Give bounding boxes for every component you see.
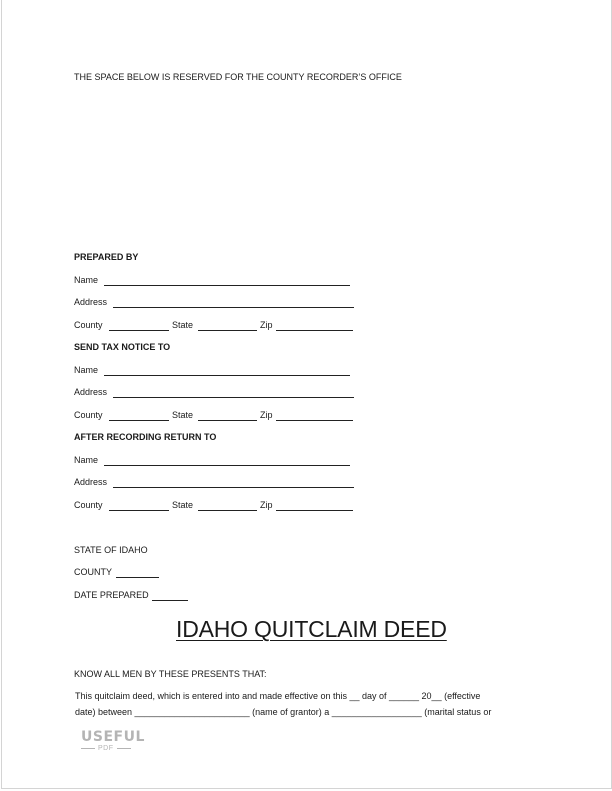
county-field[interactable]: [109, 510, 169, 511]
zip-label: Zip: [260, 410, 273, 420]
section-heading: SEND TAX NOTICE TO: [74, 342, 171, 352]
date-prepared-label: DATE PREPARED: [74, 590, 149, 600]
paragraph-line: date) between _______________________ (name of grantor) a __________________ (marital status or: [75, 707, 492, 717]
date-prepared-field[interactable]: [152, 600, 188, 601]
county-label: COUNTY: [74, 567, 112, 577]
usefulpdf-logo: [81, 729, 145, 756]
address-field[interactable]: [113, 397, 354, 398]
address-label: Address: [74, 297, 108, 307]
county-field[interactable]: [109, 420, 169, 421]
county-label: County: [74, 410, 103, 420]
document-page: [1, 0, 612, 789]
zip-field[interactable]: [276, 420, 353, 421]
paragraph-line: This quitclaim deed, which is entered into and made effective on this __ day of ______ 20__ (effective: [75, 691, 481, 701]
document-title: IDAHO QUITCLAIM DEED: [176, 616, 447, 642]
name-field[interactable]: [104, 285, 350, 286]
state-field[interactable]: [198, 420, 257, 421]
county-field[interactable]: [109, 330, 169, 331]
zip-field[interactable]: [276, 330, 353, 331]
logo-divider: [81, 748, 95, 749]
logo-divider: [117, 748, 131, 749]
state-label: State: [172, 320, 194, 330]
address-label: Address: [74, 387, 108, 397]
zip-label: Zip: [260, 320, 273, 330]
state-field[interactable]: [198, 330, 257, 331]
intro-text: KNOW ALL MEN BY THESE PRESENTS THAT:: [74, 669, 267, 679]
zip-label: Zip: [260, 500, 273, 510]
state-of-idaho: STATE OF IDAHO: [74, 545, 148, 555]
state-label: State: [172, 410, 194, 420]
section-heading: PREPARED BY: [74, 252, 139, 262]
name-field[interactable]: [104, 375, 350, 376]
logo-text: USEFUL: [81, 729, 145, 745]
county-label: County: [74, 500, 103, 510]
address-label: Address: [74, 477, 108, 487]
name-label: Name: [74, 455, 99, 465]
name-label: Name: [74, 275, 99, 285]
recorder-notice: THE SPACE BELOW IS RESERVED FOR THE COUNTY RECORDER’S OFFICE: [74, 72, 402, 82]
address-field[interactable]: [113, 307, 354, 308]
name-label: Name: [74, 365, 99, 375]
logo-subtext: PDF: [98, 745, 114, 752]
county-label: County: [74, 320, 103, 330]
county-field[interactable]: [116, 577, 159, 578]
name-field[interactable]: [104, 465, 350, 466]
state-label: State: [172, 500, 194, 510]
address-field[interactable]: [113, 487, 354, 488]
state-field[interactable]: [198, 510, 257, 511]
section-heading: AFTER RECORDING RETURN TO: [74, 432, 217, 442]
zip-field[interactable]: [276, 510, 353, 511]
